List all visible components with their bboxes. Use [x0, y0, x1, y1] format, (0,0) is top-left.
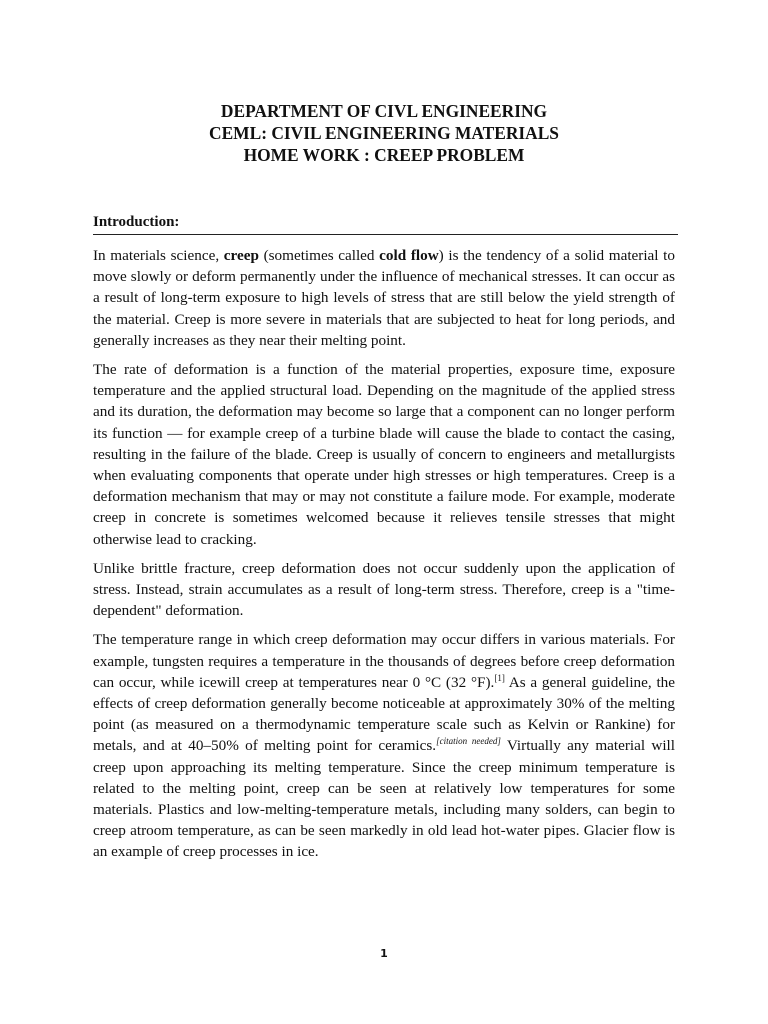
page-number: 1: [380, 947, 388, 960]
citation-ref-1[interactable]: [1]: [494, 672, 505, 683]
introduction-body: [93, 245, 675, 871]
paragraph-1-text-c: ) is the tendency of a solid material to move slowly or deform permanently under the influence of mechanical stresses. It can occur as a result of long-term exposure to high levels of stress that are still below the yield strength of the material. Creep is more severe in materials that are subjected to heat for long periods, and generally increases as they near their melting point.: [93, 247, 675, 349]
document-header: [0, 100, 768, 166]
paragraph-3: Unlike brittle fracture, creep deformation does not occur suddenly upon the application of stress. Instead, strain accumulates as a result of long-term stress. Therefore, creep is a "time-dependent" deformation.: [93, 559, 675, 620]
paragraph-4-text-c: Virtually any material will creep upon approaching its melting temperature. Since the creep minimum temperature is related to the melting point, creep can be seen at relatively low temperatures for some materials. Plastics and low-melting-temperature metals, including many solders, can begin to creep atroom temperature, as can be seen markedly in old lead hot-water pipes. Glacier flow is an example of creep processes in ice.: [93, 737, 675, 861]
paragraph-1: [93, 245, 675, 351]
course-title: CEML: CIVIL ENGINEERING MATERIALS: [209, 123, 559, 143]
paragraph-4-text-b: As a general guideline, the effects of creep deformation generally become noticeable at approximately 30% of the melting point (as measured on a thermodynamic temperature scale such as Kelvin or Rankine) for metals, and at 40–50% of melting point for ceramics.: [93, 673, 676, 755]
term-cold-flow: cold flow: [379, 247, 439, 264]
citation-needed-ref[interactable]: [citation needed]: [436, 736, 501, 747]
paragraph-1-text-b: (sometimes called: [258, 247, 380, 264]
paragraph-4: [93, 629, 675, 862]
term-creep: creep: [223, 247, 259, 264]
paragraph-2: The rate of deformation is a function of the material properties, exposure time, exposure temperature and the applied structural load. Depending on the magnitude of the applied stress and its duration, the deformation may become so large that a component can no longer perform its function — for example creep of a turbine blade will cause the blade to contact the casing, resulting in the failure of the blade. Creep is usually of concern to engineers and metallurgists when evaluating components that operate under high stresses or high temperatures. Creep is a deformation mechanism that may or may not constitute a failure mode. For example, moderate creep in concrete is sometimes welcomed because it relieves tensile stresses that might otherwise lead to cracking.: [93, 361, 675, 548]
department-title: DEPARTMENT OF CIVL ENGINEERING: [220, 101, 548, 121]
homework-title: HOME WORK : CREEP PROBLEM: [243, 145, 525, 165]
paragraph-4-text-a: The temperature range in which creep deformation may occur differs in various materials. For example, tungsten requires a temperature in the thousands of degrees before creep deformation can occur, while icewill creep at temperatures near 0 °C (32 °F).: [93, 631, 675, 691]
paragraph-1-text-a: In materials science,: [93, 247, 224, 264]
introduction-heading: Introduction:: [93, 213, 678, 235]
